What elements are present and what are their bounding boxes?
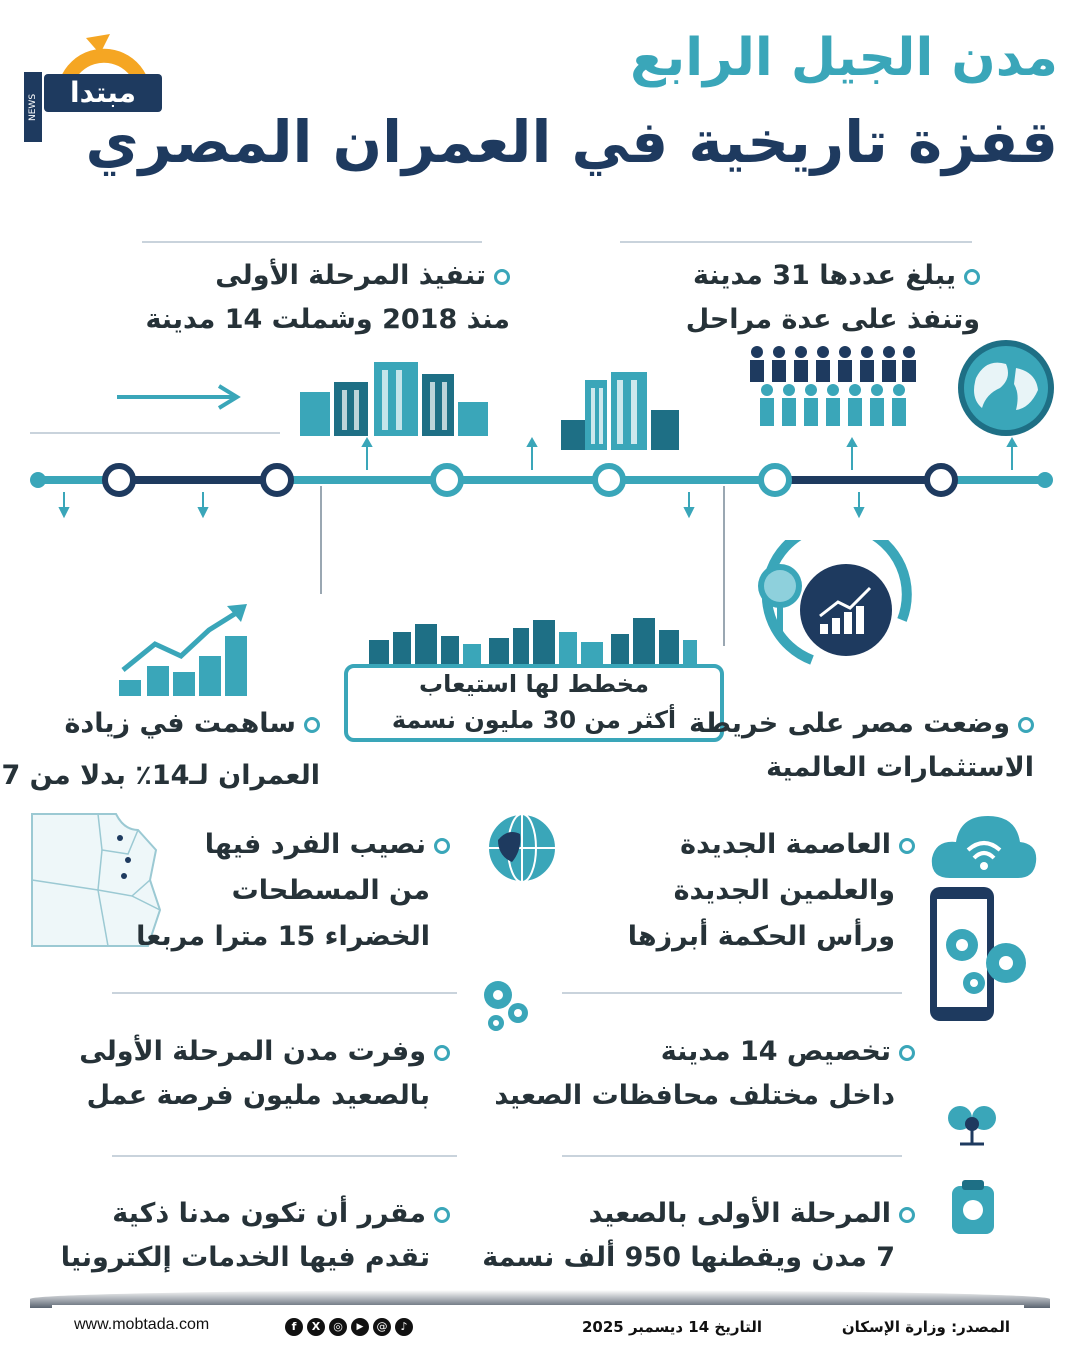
footer-source: المصدر: وزارة الإسكان bbox=[841, 1318, 1010, 1336]
timeline-node bbox=[758, 463, 792, 497]
gears-icon bbox=[478, 975, 534, 1035]
bullet-icon bbox=[494, 269, 510, 285]
document-icon bbox=[948, 1178, 998, 1236]
bullet-icon bbox=[304, 717, 320, 733]
divider bbox=[112, 1155, 457, 1157]
fact-investment-map: وضعت مصر على خريطة الاستثمارات العالمية bbox=[689, 708, 1034, 783]
timeline-start-dot bbox=[30, 472, 46, 488]
divider bbox=[620, 241, 972, 243]
connector bbox=[723, 486, 725, 646]
divider bbox=[562, 992, 902, 994]
network-icon bbox=[944, 1100, 1000, 1150]
page-subtitle: قفزة تاريخية في العمران المصري bbox=[85, 108, 1058, 176]
bullet-icon bbox=[434, 1045, 450, 1061]
timeline-segment bbox=[118, 476, 278, 484]
bullet-icon bbox=[434, 1207, 450, 1223]
fact-phase-one: تنفيذ المرحلة الأولى منذ 2018 وشملت 14 مدينة bbox=[145, 260, 510, 335]
fact-capacity: مخطط لها استيعاب أكثر من 30 مليون نسمة bbox=[391, 670, 677, 734]
timeline-node bbox=[430, 463, 464, 497]
fact-jobs: وفرت مدن المرحلة الأولى بالصعيد مليون فرصة عمل bbox=[79, 1030, 450, 1118]
facebook-icon[interactable]: f bbox=[285, 1318, 303, 1336]
fact-upper-egypt-alloc: تخصيص 14 مدينة داخل مختلف محافظات الصعيد bbox=[494, 1030, 915, 1118]
fact-green-share: نصيب الفرد فيها من المسطحات الخضراء 15 مترا مربعا bbox=[136, 822, 450, 960]
timeline-node bbox=[260, 463, 294, 497]
timeline-node bbox=[102, 463, 136, 497]
connector bbox=[320, 486, 322, 594]
divider bbox=[112, 992, 457, 994]
arrow-right-icon bbox=[115, 382, 245, 412]
skyline-icon bbox=[365, 610, 700, 668]
footer-date: التاريخ 14 ديسمبر 2025 bbox=[581, 1318, 762, 1336]
crowd-icon bbox=[745, 342, 920, 432]
investment-growth-icon bbox=[752, 540, 917, 685]
bullet-icon bbox=[899, 1045, 915, 1061]
divider bbox=[30, 432, 280, 434]
cloud-wifi-icon bbox=[930, 810, 1038, 880]
threads-icon[interactable]: @ bbox=[373, 1318, 391, 1336]
fact-smart: مقرر أن تكون مدنا ذكية تقدم فيها الخدمات إلكترونيا bbox=[61, 1192, 450, 1280]
instagram-icon[interactable]: ◎ bbox=[329, 1318, 347, 1336]
fact-count: يبلغ عددها 31 مدينة وتنفذ على عدة مراحل bbox=[685, 260, 980, 335]
divider bbox=[562, 1155, 902, 1157]
website-link[interactable]: www.mobtada.com bbox=[74, 1316, 210, 1333]
fact-urban-increase: ساهمت في زيادة العمران لـ14٪ بدلا من 7 bbox=[1, 708, 320, 791]
timeline-end-dot bbox=[1037, 472, 1053, 488]
globe-icon bbox=[484, 810, 560, 886]
youtube-icon[interactable]: ▶ bbox=[351, 1318, 369, 1336]
globe-icon bbox=[956, 338, 1056, 438]
logo-text: مبتدا bbox=[44, 74, 162, 112]
tiktok-icon[interactable]: ♪ bbox=[395, 1318, 413, 1336]
x-icon[interactable]: X bbox=[307, 1318, 325, 1336]
bullet-icon bbox=[434, 838, 450, 854]
logo-badge: NEWS bbox=[24, 72, 42, 142]
timeline-node bbox=[592, 463, 626, 497]
divider bbox=[142, 241, 482, 243]
bullet-icon bbox=[1018, 717, 1034, 733]
buildings-icon bbox=[298, 360, 490, 436]
page-title: مدن الجيل الرابع bbox=[630, 28, 1058, 88]
timeline-node bbox=[924, 463, 958, 497]
fact-upper-egypt-phase: المرحلة الأولى بالصعيد 7 مدن ويقطنها 950 ألف نسمة bbox=[482, 1192, 915, 1280]
social-icons bbox=[285, 1318, 413, 1336]
bullet-icon bbox=[899, 838, 915, 854]
bullet-icon bbox=[964, 269, 980, 285]
bullet-icon bbox=[899, 1207, 915, 1223]
fact-capital: العاصمة الجديدة والعلمين الجديدة ورأس الحكمة أبرزها bbox=[628, 822, 915, 960]
timeline-segment bbox=[772, 476, 942, 484]
phone-settings-icon bbox=[928, 885, 1028, 1025]
growth-chart-icon bbox=[115, 600, 255, 700]
